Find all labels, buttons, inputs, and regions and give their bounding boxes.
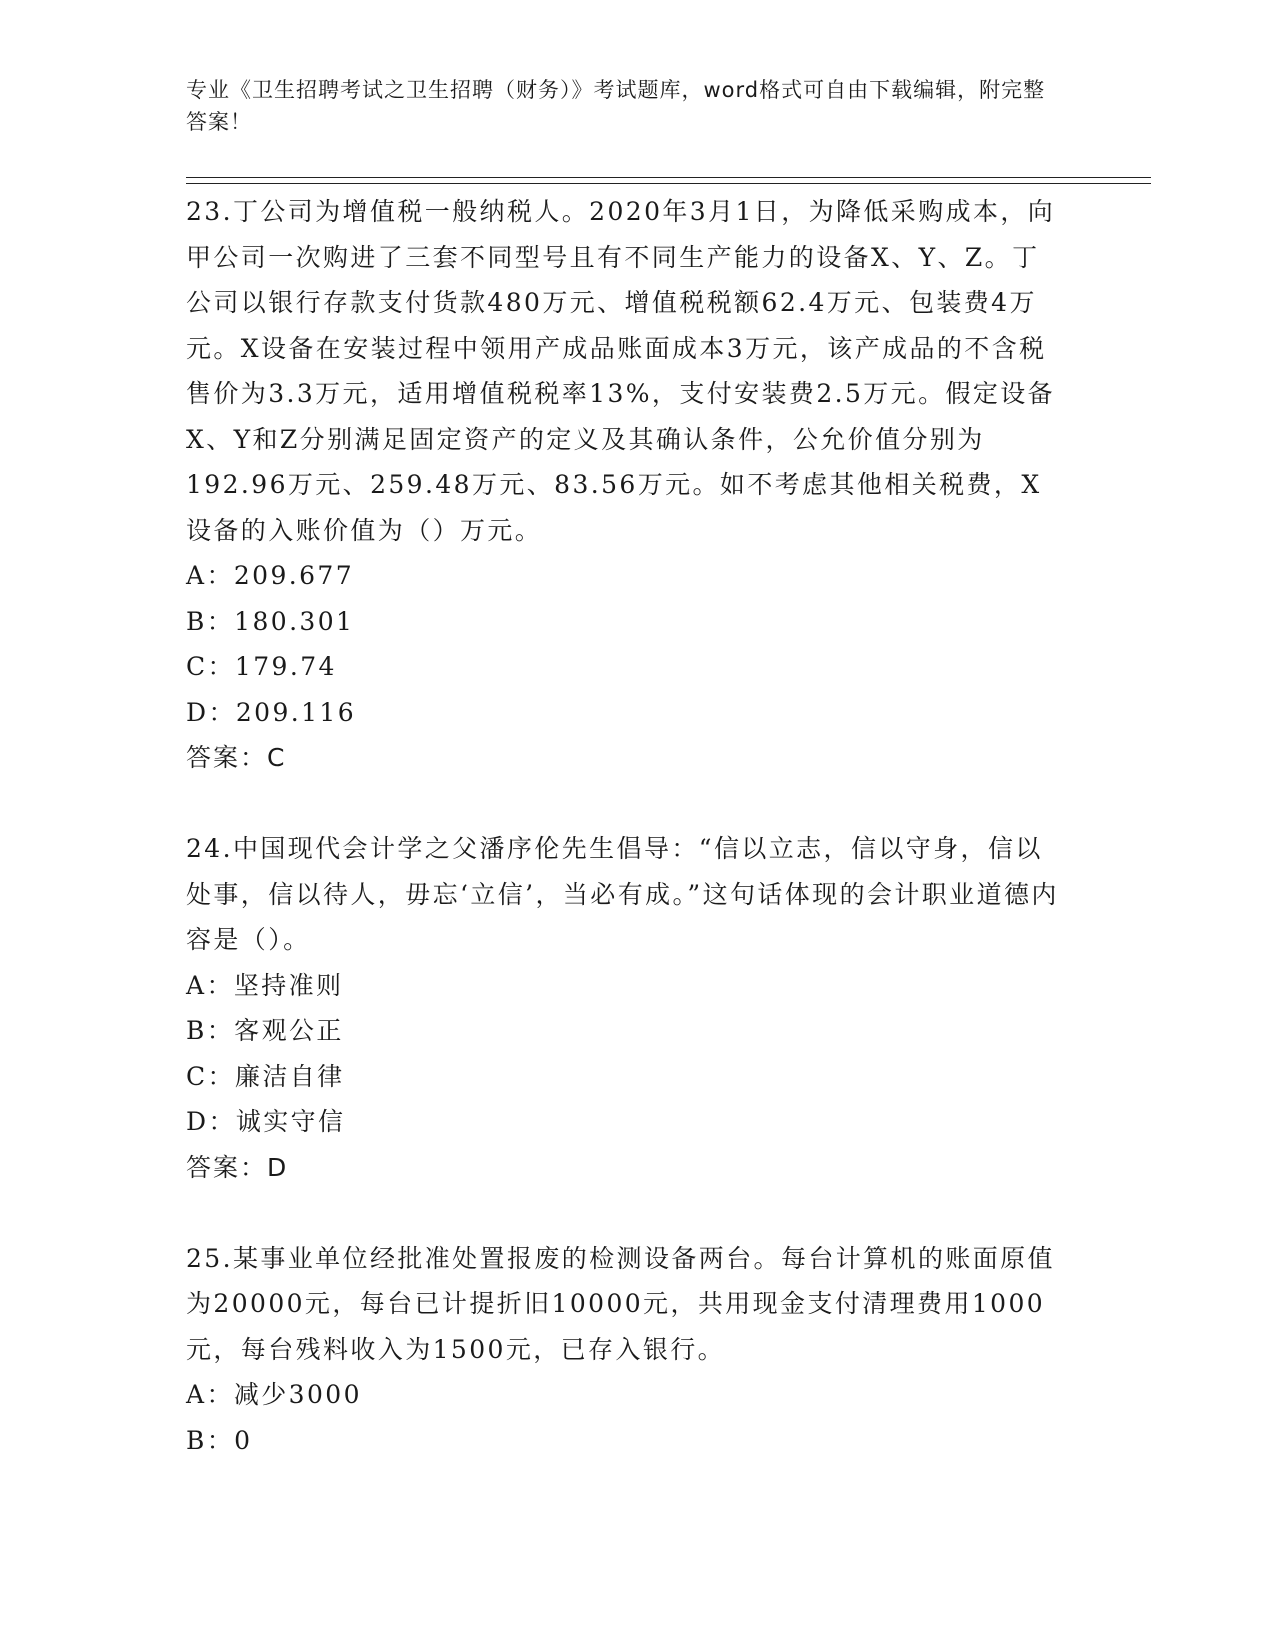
answer-line: 答案：D bbox=[186, 1152, 289, 1182]
option-b: B：客观公正 bbox=[186, 1016, 344, 1045]
question-stem: 23.丁公司为增值税一般纳税人。2020年3月1日，为降低采购成本，向甲公司一次购进了三套不同型号且有不同生产能力的设备X、Y、Z。丁公司以银行存款支付货款480万元、增值税税额62.4万元、包装费4万元。X设备在安装过程中领用产成品账面成本3万元，该产成品的不含税售价为3.3万元，适用增值税税率13%，支付安装费2.5万元。假定设备X、Y和Z分别满足固定资产的定义及其确认条件，公允价值分别为192.96万元、259.48万元、83.56万元。如不考虑其他相关税费，X设备的入账价值为（）万元。 bbox=[186, 197, 1056, 545]
option-d: D：诚实守信 bbox=[186, 1107, 346, 1136]
spacer bbox=[186, 1190, 1066, 1236]
option-a: A：减少3000 bbox=[186, 1380, 362, 1409]
question-list bbox=[186, 189, 1066, 1463]
question-stem: 25.某事业单位经批准处置报废的检测设备两台。每台计算机的账面原值为20000元，每台已计提折旧10000元，共用现金支付清理费用1000元，每台残料收入为1500元，已存入银行。 bbox=[186, 1243, 1055, 1364]
spacer bbox=[186, 781, 1066, 827]
question-25 bbox=[186, 1236, 1066, 1464]
option-b: B：0 bbox=[186, 1425, 253, 1455]
question-24 bbox=[186, 826, 1066, 1190]
option-c: C：179.74 bbox=[186, 652, 337, 681]
page-header: 专业《卫生招聘考试之卫生招聘（财务）》考试题库，word格式可自由下载编辑，附完整答案！ bbox=[186, 78, 1046, 134]
answer-line: 答案：C bbox=[186, 743, 287, 772]
option-a: A：209.677 bbox=[186, 561, 355, 590]
option-a: A：坚持准则 bbox=[186, 970, 344, 1000]
question-stem: 24.中国现代会计学之父潘序伦先生倡导：“信以立志，信以守身，信以处事，信以待人，毋忘‘立信’，当必有成。”这句话体现的会计职业道德内容是（）。 bbox=[186, 834, 1059, 954]
option-c: C：廉洁自律 bbox=[186, 1061, 345, 1091]
header-divider-bottom bbox=[186, 183, 1151, 184]
question-23 bbox=[186, 189, 1066, 781]
option-b: B：180.301 bbox=[186, 606, 355, 636]
option-d: D：209.116 bbox=[186, 697, 357, 727]
header-divider-top bbox=[186, 177, 1151, 178]
